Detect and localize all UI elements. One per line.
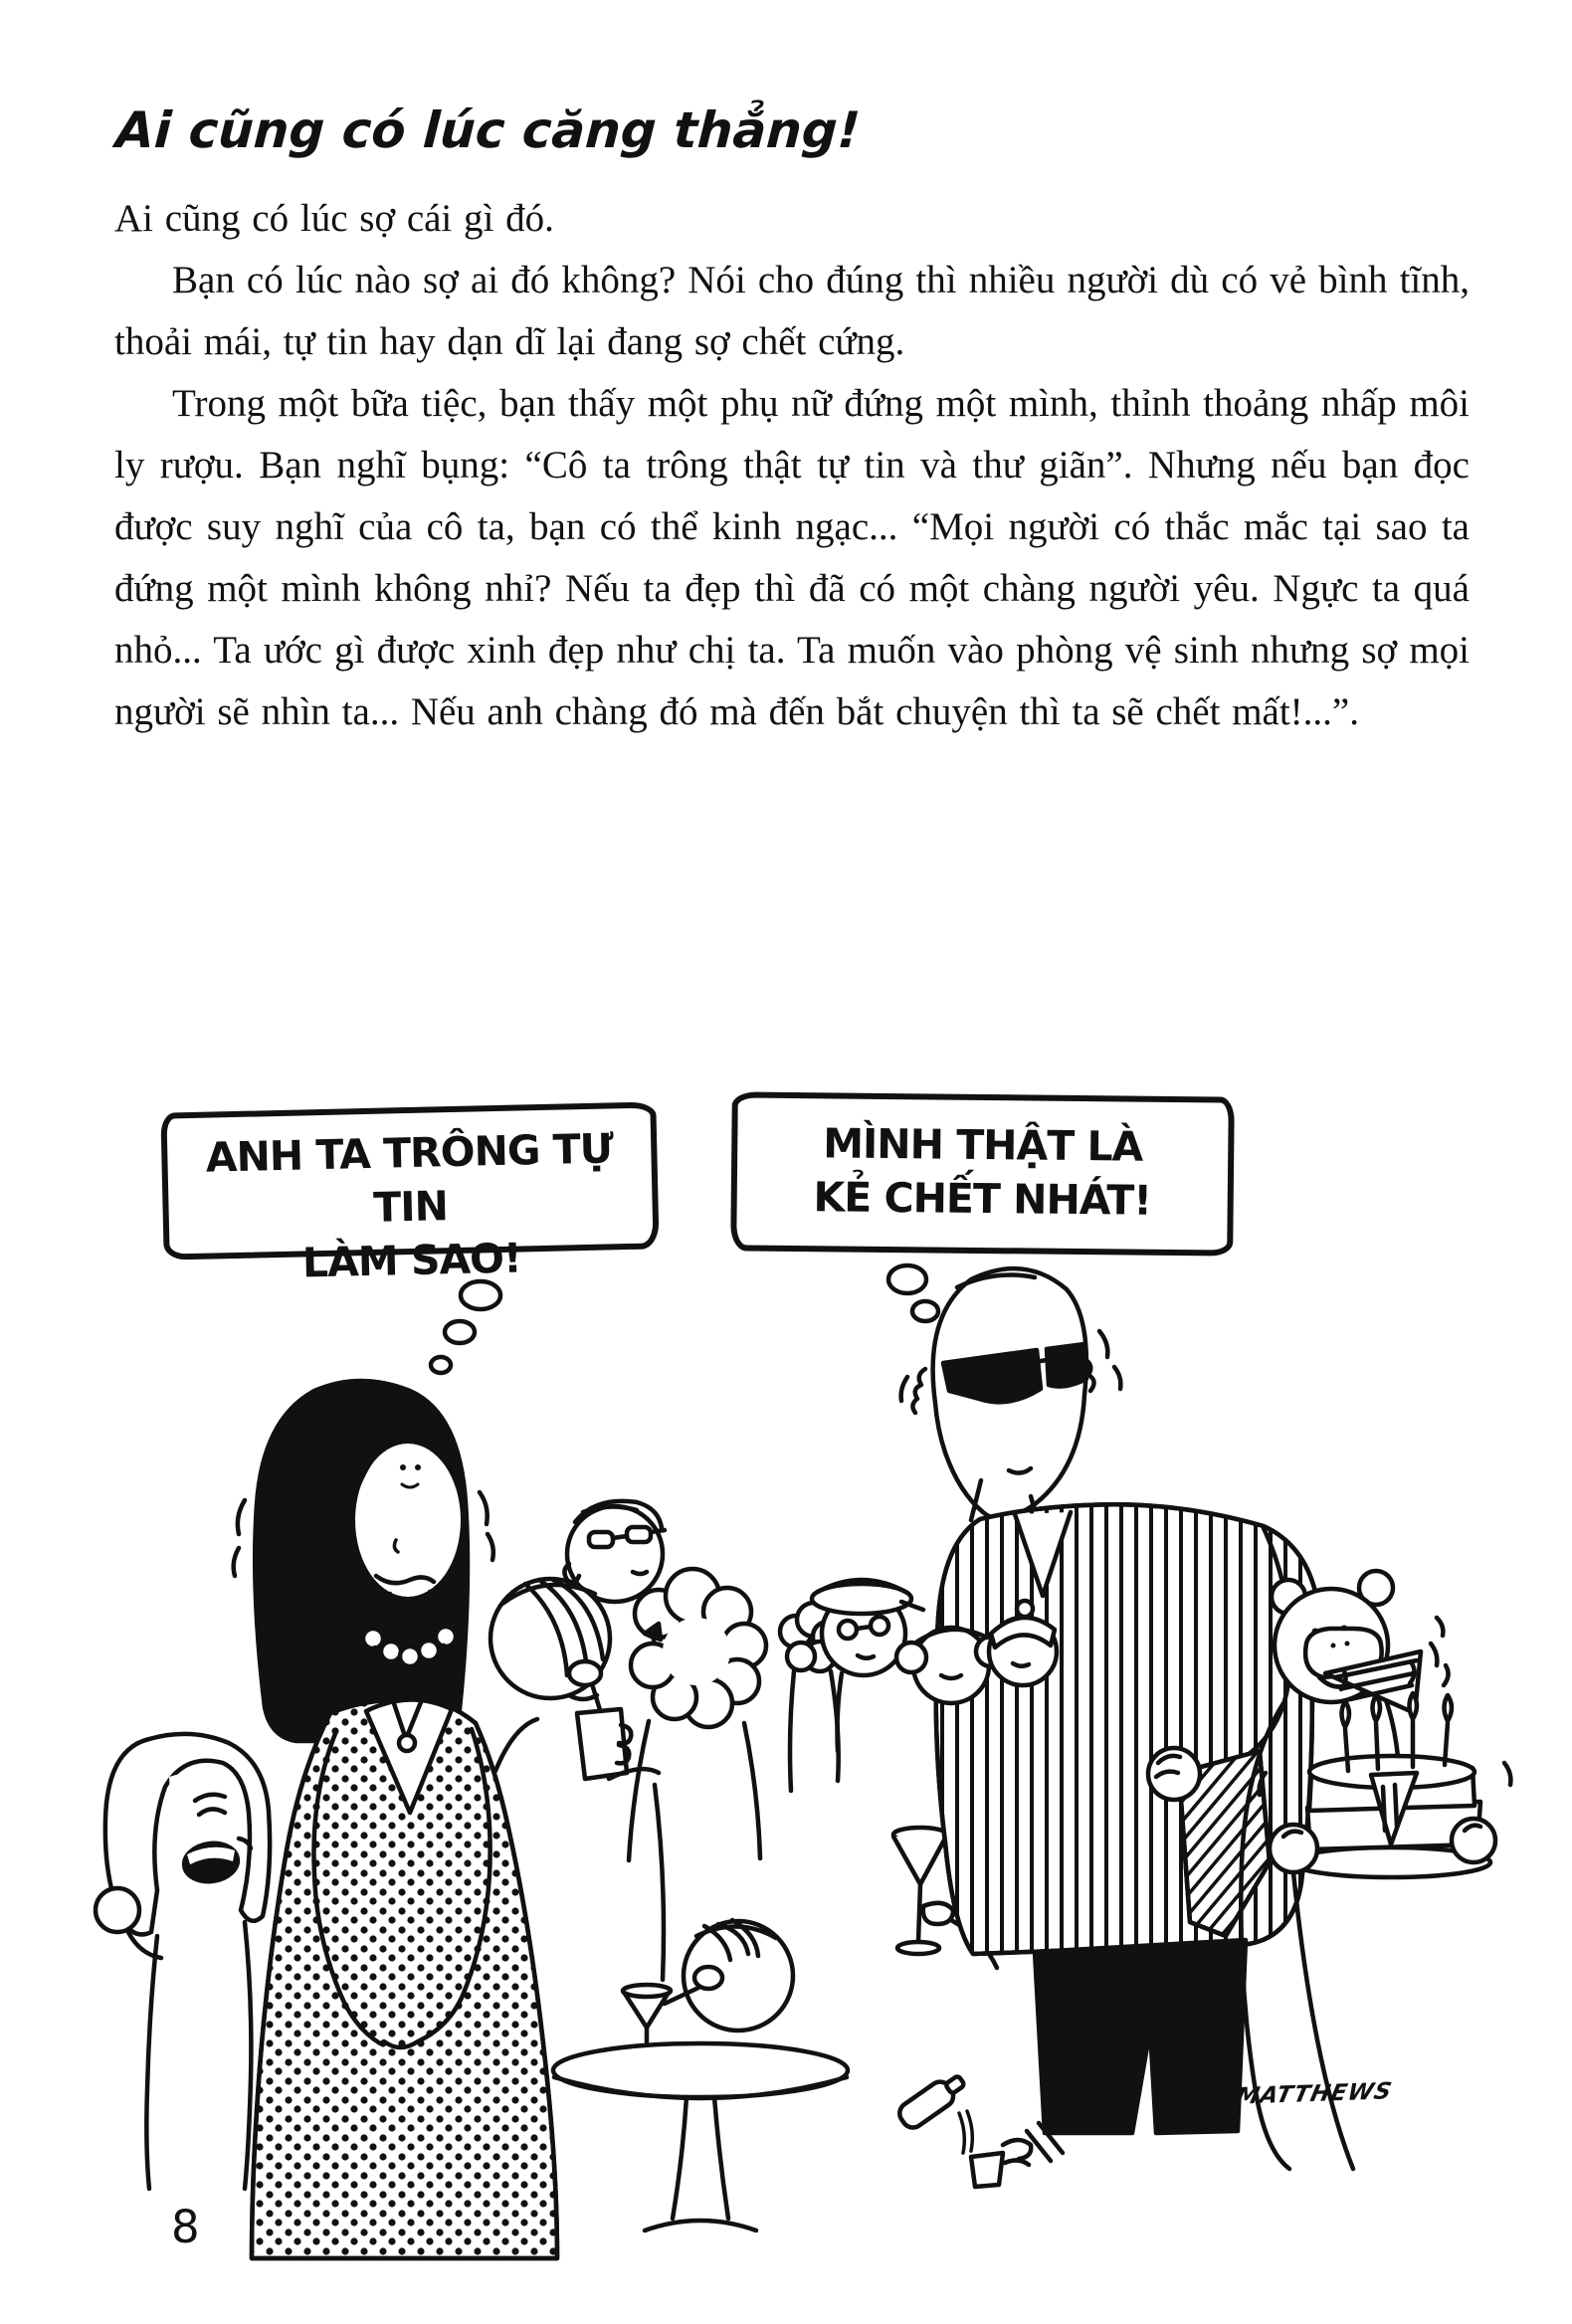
thought-dots-left <box>431 1281 500 1373</box>
cocktail-table <box>553 1920 848 2230</box>
bubble-left-line2: LÀM SAO! <box>301 1234 522 1287</box>
party-cartoon <box>0 1074 1572 2263</box>
paragraph-1: Ai cũng có lúc sợ cái gì đó. <box>114 197 554 240</box>
artist-signature: MATTHEWS <box>1233 2078 1395 2110</box>
chapter-title: Ai cũng có lúc căng thẳng! <box>113 101 863 159</box>
nervous-woman <box>234 1381 557 2258</box>
hand-pouring-drink <box>895 2069 1063 2187</box>
bubble-right-line1: MÌNH THẬT LÀ <box>823 1119 1143 1171</box>
paragraph-3: Trong một bữa tiệc, bạn thấy một phụ nữ đứng một mình, thỉnh thoảng nhấp môi ly rượu. Bạn nghĩ bụng: “Cô ta trông thật tự tin và thư giãn”. Nhưng nếu bạn đọc được suy nghĩ của cô ta, bạn có thể kinh ngạc... “Mọi người có thắc mắc tại sao ta đứng một mình không nhỉ? Nếu ta đẹp thì đã có một chàng người yêu. Ngực ta quá nhỏ... Ta ước gì được xinh đẹp như chị ta. Ta muốn vào phòng vệ sinh nhưng sợ mọi người sẽ nhìn ta... Nếu anh chàng đó mà đến bắt chuyện thì ta sẽ chết mất!...”. <box>114 382 1470 733</box>
bubble-left-line1: ANH TA TRÔNG TỰ TIN <box>205 1124 614 1232</box>
party-guest-curly <box>629 1569 766 1860</box>
thought-bubble-right <box>730 1091 1235 1256</box>
page-number: 8 <box>171 2201 200 2253</box>
body-text <box>114 188 1470 743</box>
page-content <box>114 103 1470 743</box>
bubble-right-line2: KẺ CHẾT NHÁT! <box>813 1173 1152 1225</box>
thought-bubble-left <box>160 1101 659 1287</box>
paragraph-2: Bạn có lúc nào sợ ai đó không? Nói cho đúng thì nhiều người dù có vẻ bình tĩnh, thoải mái, tự tin hay dạn dĩ lại đang sợ chết cứng. <box>114 259 1470 363</box>
laughing-woman <box>96 1734 270 2189</box>
